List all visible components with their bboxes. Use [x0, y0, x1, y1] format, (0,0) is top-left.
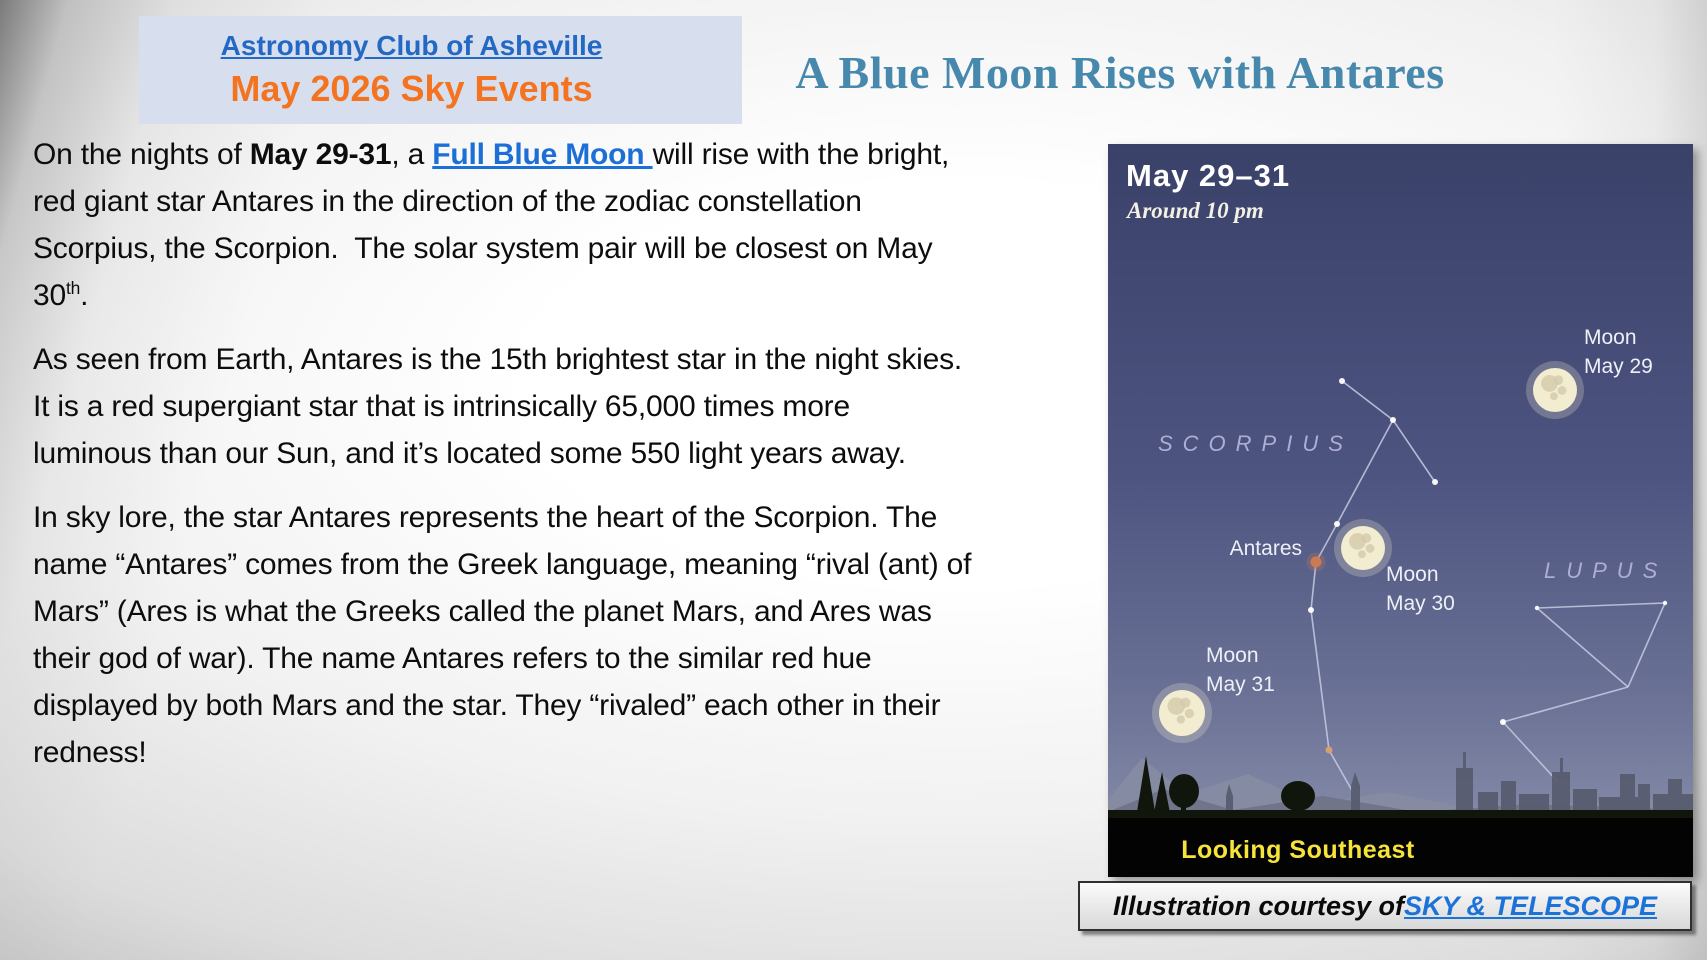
moon-maria: [1558, 386, 1567, 395]
night-sky: [1108, 144, 1693, 877]
star: [1339, 378, 1345, 384]
star: [1326, 747, 1333, 754]
moon-maria: [1550, 392, 1558, 400]
star: [1432, 479, 1438, 485]
moon-maria: [1361, 533, 1371, 543]
slide-subtitle: May 2026 Sky Events: [230, 68, 593, 109]
direction-label: Looking Southeast: [1181, 836, 1415, 864]
paragraph-3: [33, 494, 973, 776]
sky-chart-illustration: [1108, 144, 1693, 877]
paragraph-1: [33, 131, 973, 319]
text-segment: will rise with the bright, red giant star Antares in the direction of the zodiac constellation Scorpius, the Scorpion. The solar system pair will be closest on May 30: [33, 138, 950, 312]
full-blue-moon-link[interactable]: Full Blue Moon: [432, 138, 653, 171]
moon-maria: [1553, 375, 1563, 385]
paragraph-2: [33, 336, 973, 477]
moon-maria: [1180, 698, 1190, 708]
header-box: [139, 16, 742, 124]
text-segment: , a: [391, 138, 433, 171]
moon-maria: [1366, 544, 1375, 553]
chart-time-subheading: Around 10 pm: [1127, 198, 1264, 223]
body-text: [33, 131, 973, 793]
club-website-link[interactable]: Astronomy Club of Asheville: [220, 30, 603, 61]
star: [1390, 417, 1396, 423]
text-segment: In sky lore, the star Antares represents the heart of the Scorpion. The name “Antares” comes from the Greek language, meaning “rival (ant) of Mars” (Ares is what the Greeks called the planet Mars, and Ares was their god of war). The name Antares refers to the similar red hue displayed by both Mars and the star. They “rivaled” each other in their redness!: [33, 501, 972, 769]
moon-label: Moon May 30: [1386, 563, 1455, 615]
constellation-label: LUPUS: [1544, 558, 1668, 583]
text-segment: th: [65, 278, 81, 298]
page-title: A Blue Moon Rises with Antares: [795, 47, 1445, 98]
sky-and-telescope-link[interactable]: SKY & TELESCOPE: [1403, 890, 1658, 921]
constellation-label: SCORPIUS: [1158, 431, 1353, 456]
moon-maria: [1185, 709, 1194, 718]
text-segment: May 29-31: [249, 138, 392, 171]
star: [1334, 521, 1340, 527]
star: [1535, 606, 1539, 610]
antares-label: Antares: [1229, 537, 1302, 560]
star: [1308, 607, 1314, 613]
antares-star: [1311, 557, 1322, 568]
moon-label: Moon May 29: [1584, 326, 1653, 378]
text-segment: .: [80, 279, 89, 312]
moon-disc: [1533, 368, 1577, 412]
caption-text: Illustration courtesy of: [1112, 890, 1404, 921]
moon-disc: [1159, 690, 1205, 736]
moon-disc: [1341, 526, 1385, 570]
text-segment: On the nights of: [33, 138, 250, 171]
moon-maria: [1358, 550, 1366, 558]
star: [1663, 601, 1667, 605]
caption-bar: [1078, 881, 1692, 931]
star: [1500, 719, 1506, 725]
chart-date-heading: May 29–31: [1126, 158, 1291, 193]
sky-chart-svg: [1108, 144, 1693, 877]
moon-maria: [1177, 715, 1185, 723]
moon-label: Moon May 31: [1206, 644, 1275, 696]
text-segment: As seen from Earth, Antares is the 15th brightest star in the night skies. It is a red supergiant star that is intrinsically 65,000 times more luminous than our Sun, and it’s located some 550 light years away.: [33, 343, 963, 470]
